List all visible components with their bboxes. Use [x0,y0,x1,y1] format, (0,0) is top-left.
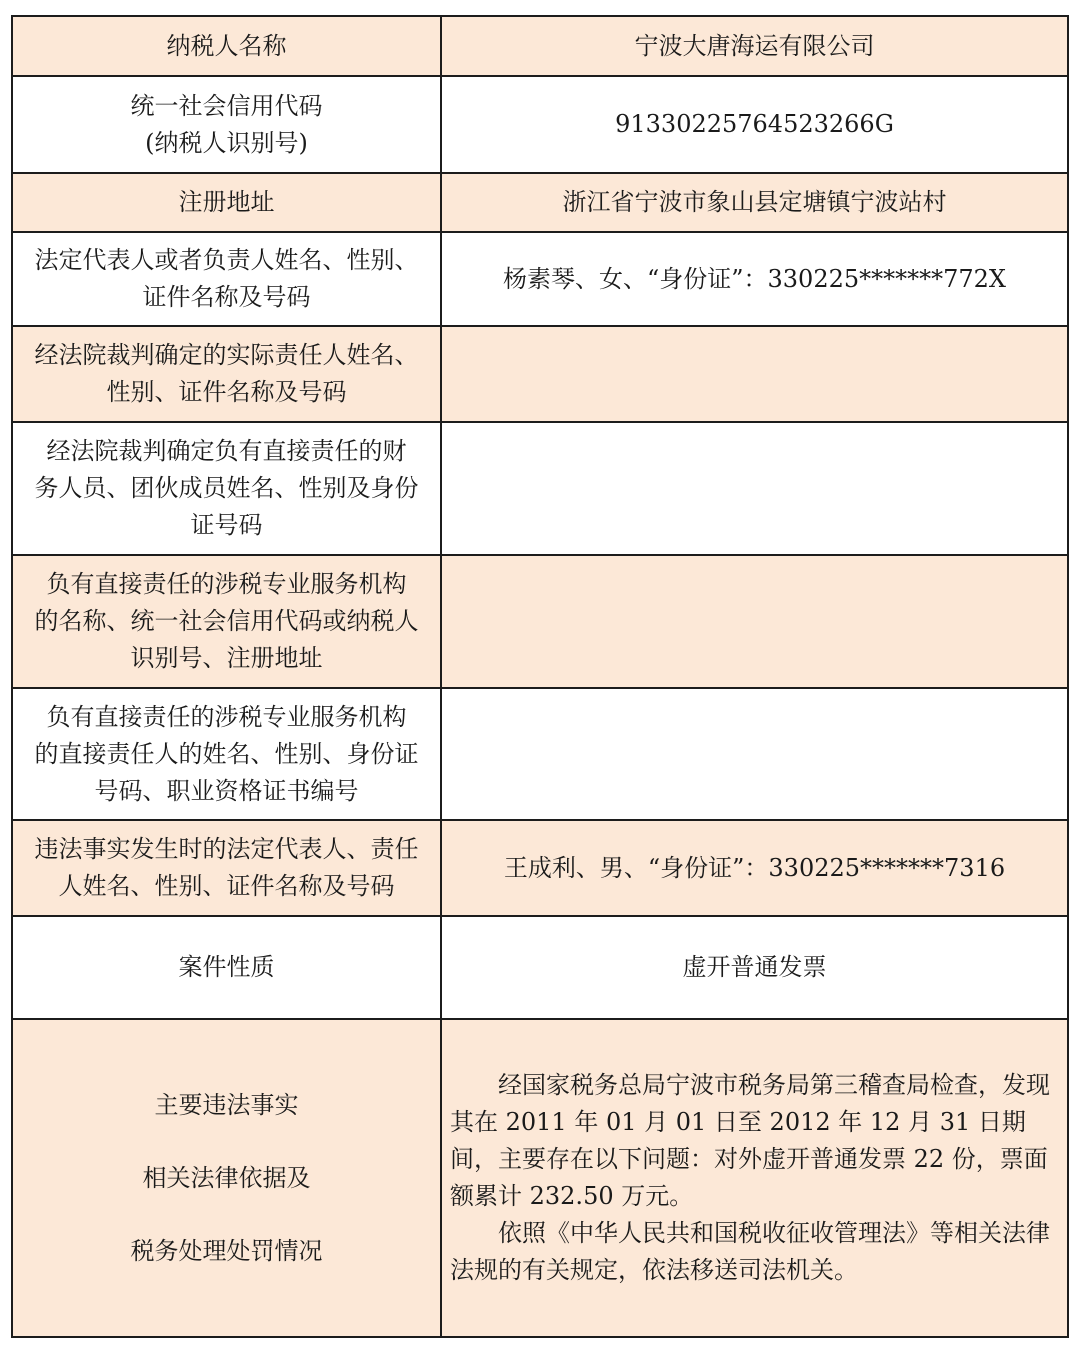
label-rep-at-violation: 违法事实发生时的法定代表人、责任 人姓名、性别、证件名称及号码 [12,820,441,916]
label-address: 注册地址 [12,173,441,232]
value-agency [441,555,1068,688]
label-taxpayer-name: 纳税人名称 [12,16,441,76]
row-agency-person [12,688,1068,820]
value-actual-responsible [441,326,1068,422]
facts-paragraph-2: 依照《中华人民共和国税收征收管理法》等相关法律法规的有关规定，依法移送司法机关。 [450,1219,1050,1284]
value-address: 浙江省宁波市象山县定塘镇宁波站村 [441,173,1068,232]
label-agency: 负有直接责任的涉税专业服务机构 的名称、统一社会信用代码或纳税人 识别号、注册地址 [12,555,441,688]
row-actual-responsible [12,326,1068,422]
value-main-facts [441,1019,1068,1337]
row-legal-rep [12,232,1068,326]
row-credit-code [12,76,1068,173]
label-agency-person: 负有直接责任的涉税专业服务机构 的直接责任人的姓名、性别、身份证 号码、职业资格证书编号 [12,688,441,820]
row-main-facts [12,1019,1068,1337]
tax-violation-table [11,15,1069,1338]
row-case-nature [12,916,1068,1019]
row-agency [12,555,1068,688]
label-actual-responsible: 经法院裁判确定的实际责任人姓名、 性别、证件名称及号码 [12,326,441,422]
value-financial-staff [441,422,1068,555]
row-financial-staff [12,422,1068,555]
value-case-nature: 虚开普通发票 [441,916,1068,1019]
value-credit-code: 91330225764523266G [441,76,1068,173]
value-taxpayer-name: 宁波大唐海运有限公司 [441,16,1068,76]
value-agency-person [441,688,1068,820]
label-financial-staff: 经法院裁判确定负有直接责任的财 务人员、团伙成员姓名、性别及身份 证号码 [12,422,441,555]
row-address [12,173,1068,232]
value-rep-at-violation: 王成利、男、“身份证”：330225*******7316 [441,820,1068,916]
label-case-nature: 案件性质 [12,916,441,1019]
label-credit-code: 统一社会信用代码 (纳税人识别号) [12,76,441,173]
value-legal-rep: 杨素琴、女、“身份证”：330225*******772X [441,232,1068,326]
row-taxpayer-name [12,16,1068,76]
label-main-facts: 主要违法事实 相关法律依据及 税务处理处罚情况 [12,1019,441,1337]
label-legal-rep: 法定代表人或者负责人姓名、性别、 证件名称及号码 [12,232,441,326]
row-rep-at-violation [12,820,1068,916]
facts-paragraph-1: 经国家税务总局宁波市税务局第三稽查局检查，发现其在 2011 年 01 月 01 日至 2012 年 12 月 31 日期间，主要存在以下问题：对外虚开普通发票 22 份，票面额累计 232.50 万元。 [450,1071,1050,1210]
